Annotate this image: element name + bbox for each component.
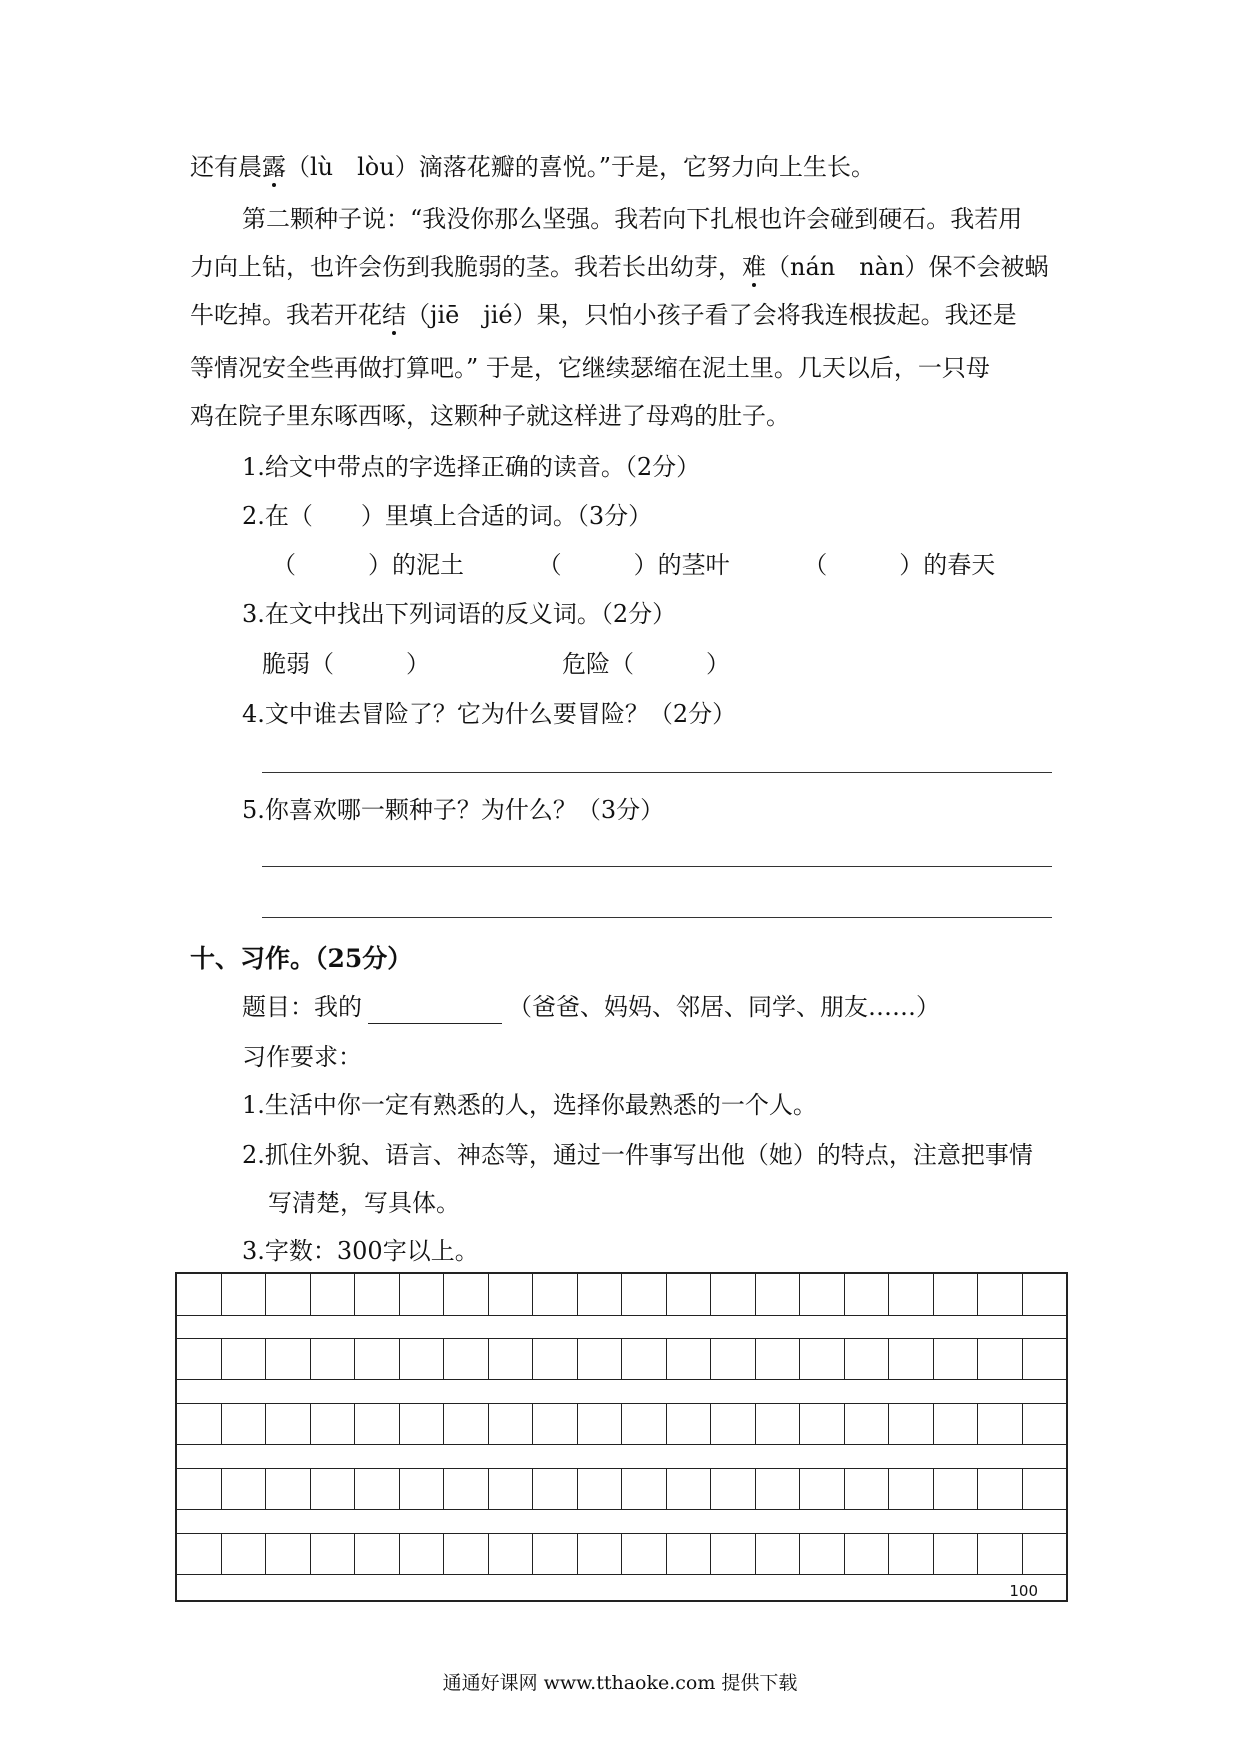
passage-text: 力向上钻，也许会伤到我脆弱的茎。我若长出幼芽， [190,253,742,281]
grid-cell[interactable] [933,1404,978,1444]
grid-cell[interactable] [799,1274,844,1315]
grid-cell[interactable] [933,1339,978,1379]
grid-cell[interactable] [755,1274,800,1315]
passage-line-1 [190,150,875,184]
grid-cell[interactable] [710,1274,755,1315]
grid-cell[interactable] [221,1274,266,1315]
grid-cell[interactable] [532,1404,577,1444]
grid-cell[interactable] [666,1404,711,1444]
passage-line-5: 等情况安全些再做打算吧。” 于是，它继续瑟缩在泥土里。几天以后，一只母 [190,354,990,382]
grid-cell[interactable] [755,1339,800,1379]
passage-line-3 [190,250,1048,284]
grid-cell[interactable] [399,1469,444,1509]
grid-cell[interactable] [933,1469,978,1509]
grid-cell[interactable] [221,1469,266,1509]
grid-cell[interactable] [221,1404,266,1444]
grid-cell[interactable] [221,1534,266,1574]
grid-cell[interactable] [443,1404,488,1444]
dotted-char: 难 [742,253,766,281]
grid-cell[interactable] [177,1274,221,1315]
grid-cell[interactable] [532,1469,577,1509]
passage-line-6: 鸡在院子里东啄西啄，这颗种子就这样进了母鸡的肚子。 [190,402,790,430]
grid-cell[interactable] [532,1274,577,1315]
passage-text: （lù lòu）滴落花瓣的喜悦。”于是，它努力向上生长。 [286,153,875,181]
grid-cell[interactable] [710,1469,755,1509]
grid-cell[interactable] [666,1534,711,1574]
writing-grid[interactable] [175,1272,1068,1602]
answer-line[interactable] [262,917,1052,918]
grid-cell[interactable] [488,1339,533,1379]
requirement-3: 3.字数：300字以上。 [242,1237,479,1265]
grid-row[interactable] [177,1274,1066,1316]
grid-cell[interactable] [177,1534,221,1574]
grid-cell[interactable] [710,1339,755,1379]
grid-cell[interactable] [799,1469,844,1509]
grid-cell[interactable] [1022,1469,1067,1509]
grid-cell[interactable] [710,1534,755,1574]
grid-cell[interactable] [265,1534,310,1574]
grid-cell[interactable] [933,1534,978,1574]
grid-cell[interactable] [888,1404,933,1444]
grid-cell[interactable] [265,1274,310,1315]
grid-cell[interactable] [621,1339,666,1379]
grid-cell[interactable] [799,1404,844,1444]
grid-cell[interactable] [265,1404,310,1444]
question-3: 3.在文中找出下列词语的反义词。（2分） [242,600,677,628]
grid-cell[interactable] [621,1534,666,1574]
dotted-char: 露 [262,153,286,181]
grid-cell[interactable] [532,1339,577,1379]
question-5: 5.你喜欢哪一颗种子？为什么？（3分） [242,796,665,824]
grid-cell[interactable] [443,1534,488,1574]
grid-cell[interactable] [844,1339,889,1379]
topic-hint: （爸爸、妈妈、邻居、同学、朋友……） [508,993,940,1021]
grid-cell[interactable] [310,1339,355,1379]
grid-cell[interactable] [310,1534,355,1574]
grid-cell[interactable] [666,1339,711,1379]
requirement-2b: 写清楚，写具体。 [268,1189,460,1217]
grid-cell[interactable] [354,1404,399,1444]
grid-row[interactable] [177,1338,1066,1380]
grid-cell[interactable] [443,1339,488,1379]
passage-line-2: 第二颗种子说：“我没你那么坚强。我若向下扎根也许会碰到硬石。我若用 [242,205,1023,233]
grid-cell[interactable] [310,1469,355,1509]
grid-cell[interactable] [844,1469,889,1509]
grid-cell[interactable] [354,1534,399,1574]
grid-cell[interactable] [977,1274,1022,1315]
grid-cell[interactable] [844,1404,889,1444]
topic-blank[interactable] [368,997,502,1024]
grid-cell[interactable] [577,1469,622,1509]
grid-cell[interactable] [488,1469,533,1509]
grid-cell[interactable] [488,1274,533,1315]
passage-text: （jiē jié）果，只怕小孩子看了会将我连根拔起。我还是 [406,301,1017,329]
grid-cell[interactable] [621,1274,666,1315]
requirements-title: 习作要求： [242,1043,362,1071]
grid-cell[interactable] [888,1469,933,1509]
requirement-2a: 2.抓住外貌、语言、神态等，通过一件事写出他（她）的特点，注意把事情 [242,1141,1033,1169]
writing-topic [242,990,940,1024]
grid-cell[interactable] [799,1339,844,1379]
question-2: 2.在（ ）里填上合适的词。（3分） [242,502,653,530]
grid-cell[interactable] [221,1339,266,1379]
grid-cell[interactable] [844,1534,889,1574]
grid-cell[interactable] [1022,1534,1067,1574]
question-2-blanks [272,548,995,582]
grid-cell[interactable] [710,1404,755,1444]
page-footer: 通通好课网 www.tthaoke.com 提供下载 [442,1672,798,1694]
passage-text: 牛吃掉。我若开花 [190,301,382,329]
grid-cell[interactable] [666,1469,711,1509]
grid-cell[interactable] [177,1469,221,1509]
grid-cell[interactable] [488,1404,533,1444]
grid-cell[interactable] [177,1339,221,1379]
grid-count-label: 100 [1009,1582,1038,1600]
blank-spring[interactable]: （ ）的春天 [803,551,996,579]
grid-cell[interactable] [177,1404,221,1444]
dotted-char: 结 [382,301,406,329]
grid-cell[interactable] [1022,1274,1067,1315]
grid-cell[interactable] [888,1339,933,1379]
grid-cell[interactable] [354,1274,399,1315]
grid-cell[interactable] [1022,1404,1067,1444]
antonym-fragile[interactable]: 脆弱（ ） [262,650,430,678]
grid-row[interactable] [177,1533,1066,1575]
grid-cell[interactable] [310,1274,355,1315]
grid-cell[interactable] [977,1469,1022,1509]
answer-line[interactable] [262,772,1052,773]
grid-cell[interactable] [399,1339,444,1379]
grid-cell[interactable] [443,1274,488,1315]
grid-cell[interactable] [532,1534,577,1574]
grid-cell[interactable] [577,1534,622,1574]
blank-stem[interactable]: （ ）的茎叶 [537,551,730,579]
antonym-danger[interactable]: 危险（ ） [562,650,730,678]
grid-cell[interactable] [310,1404,355,1444]
grid-cell[interactable] [621,1469,666,1509]
passage-text: 还有晨 [190,153,262,181]
blank-soil[interactable]: （ ）的泥土 [272,551,464,579]
grid-cell[interactable] [666,1274,711,1315]
grid-cell[interactable] [621,1404,666,1444]
section-heading: 十、习作。（25分） [190,944,413,973]
question-4: 4.文中谁去冒险了？它为什么要冒险？（2分） [242,700,737,728]
grid-cell[interactable] [577,1274,622,1315]
grid-cell[interactable] [799,1534,844,1574]
grid-cell[interactable] [977,1339,1022,1379]
grid-cell[interactable] [399,1274,444,1315]
grid-cell[interactable] [443,1469,488,1509]
grid-cell[interactable] [265,1339,310,1379]
grid-cell[interactable] [755,1534,800,1574]
question-1: 1.给文中带点的字选择正确的读音。（2分） [242,453,701,481]
grid-cell[interactable] [488,1534,533,1574]
requirement-1: 1.生活中你一定有熟悉的人，选择你最熟悉的一个人。 [242,1091,817,1119]
grid-cell[interactable] [977,1534,1022,1574]
grid-cell[interactable] [399,1404,444,1444]
grid-cell[interactable] [888,1274,933,1315]
grid-cell[interactable] [888,1534,933,1574]
grid-cell[interactable] [755,1469,800,1509]
answer-line[interactable] [262,866,1052,867]
grid-cell[interactable] [977,1404,1022,1444]
grid-cell[interactable] [577,1404,622,1444]
topic-label: 题目：我的 [242,993,362,1021]
grid-row[interactable] [177,1403,1066,1445]
grid-row[interactable] [177,1468,1066,1510]
grid-cell[interactable] [265,1469,310,1509]
grid-cell[interactable] [399,1534,444,1574]
passage-line-4 [190,298,1017,332]
passage-text: （nán nàn）保不会被蜗 [766,253,1049,281]
grid-cell[interactable] [354,1469,399,1509]
grid-cell[interactable] [755,1404,800,1444]
grid-cell[interactable] [577,1339,622,1379]
grid-cell[interactable] [354,1339,399,1379]
grid-cell[interactable] [933,1274,978,1315]
grid-cell[interactable] [1022,1339,1067,1379]
grid-cell[interactable] [844,1274,889,1315]
